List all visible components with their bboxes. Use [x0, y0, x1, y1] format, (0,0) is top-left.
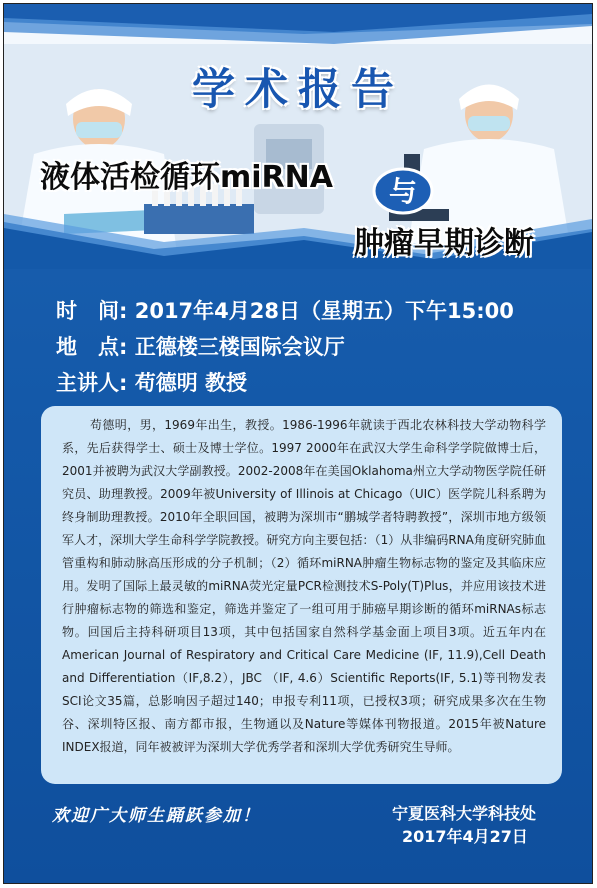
poster — [3, 3, 593, 884]
speaker-bio-text: 苟德明，男，1969年出生，教授。1986-1996年就读于西北农林科技大学动物科学系，先后获得学士、硕士及博士学位。1997 2000年在武汉大学生命科学学院做博士后，2001并被聘为武汉大学副教授。2002-2008年在美国Oklahoma州立大学动物医学院任研究员、助理教授。2009年被University of Illinois at Chicago（UIC）医学院儿科系聘为终身制助理教授。2010年全职回国，被聘为深圳市“鹏城学者特聘教授”，深圳市地方级领军人才，深圳大学生命科学学院教授。研究方向主要包括：（1）从非编码RNA角度研究肺血管重构和肺动脉高压形成的分子机制；（2）循环miRNA肿瘤生物标志物的鉴定及其临床应用。发明了国际上最灵敏的miRNA荧光定量PCR检测技术S-Poly(T)Plus，并应用该技术进行肿瘤标志物的筛选和鉴定，筛选并鉴定了一组可用于肺癌早期诊断的循环miRNAs标志物。回国后主持科研项目13项，其中包括国家自然科学基金面上项目3项。近五年内在American Journal of Respiratory and Critical Care Medicine (IF, 11.9),Cell Death and Differentiation（IF,8.2），JBC （IF, 4.6）Scientific Reports(IF, 5.1)等刊物发表SCI论文35篇，总影响因子超过140；申报专利11项，已授权3项；研究成果多次在生物谷、深圳特区报、南方都市报，生物通以及Nature等媒体刊物报道。2015年被Nature INDEX报道，同年被被评为深圳大学优秀学者和深圳大学优秀研究生导师。 — [62, 418, 546, 754]
subtitle-line1: 液体活检循环miRNA — [40, 160, 333, 195]
and-badge-icon — [372, 166, 434, 216]
welcome-message: 欢迎广大师生踊跃参加！ — [52, 806, 261, 826]
speaker-label: 主讲人: — [56, 371, 128, 395]
issue-date: 2017年4月27日 — [402, 827, 528, 846]
time-label: 时 间: — [56, 299, 128, 323]
time-value: 2017年4月28日（星期五）下午15:00 — [134, 299, 514, 323]
place-row — [56, 331, 345, 361]
page-title: 学术报告 — [192, 65, 404, 115]
time-row — [56, 295, 514, 325]
connector-text: 与 — [388, 175, 418, 208]
place-value: 正德楼三楼国际会议厅 — [134, 335, 345, 359]
subtitle-line2: 肿瘤早期诊断 — [354, 226, 534, 261]
place-label: 地 点: — [56, 335, 128, 359]
speaker-value: 苟德明 教授 — [134, 371, 248, 395]
speaker-row — [56, 367, 247, 397]
organizer-name: 宁夏医科大学科技处 — [392, 804, 537, 823]
